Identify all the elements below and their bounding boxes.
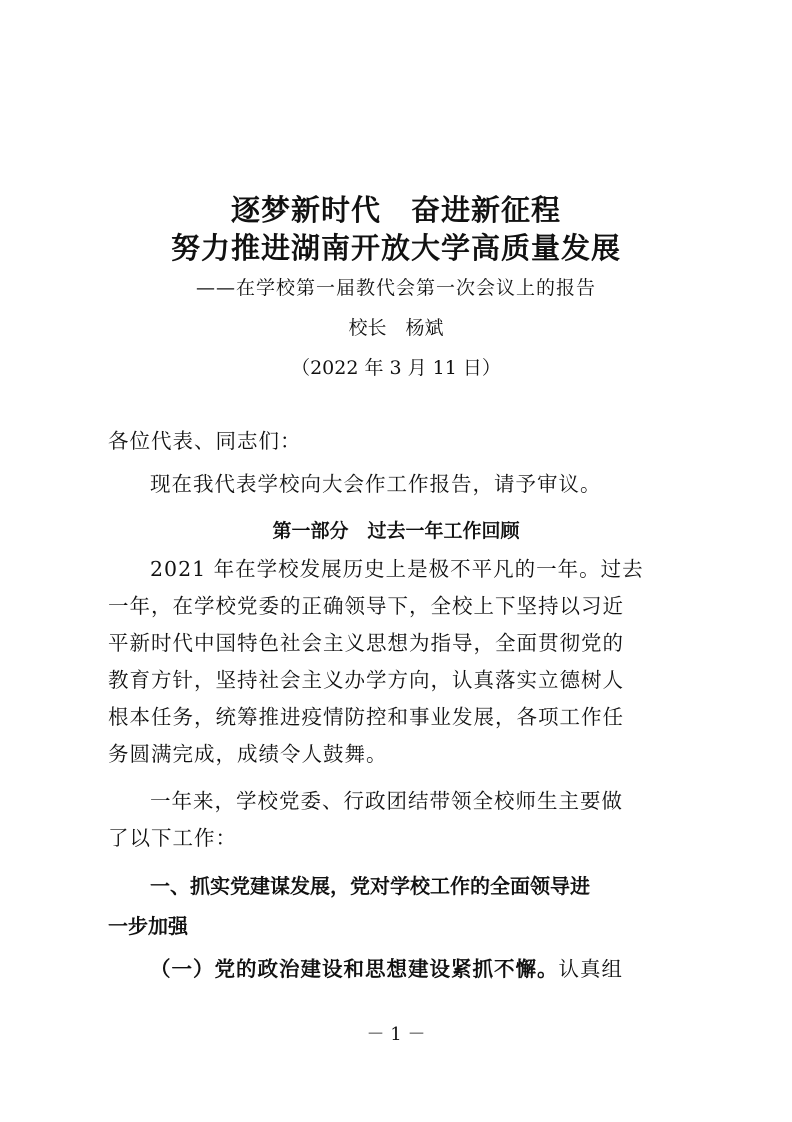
subheading-bold-text: （一）党的政治建设和思想建设紧抓不懈。 [150, 957, 559, 981]
salutation: 各位代表、同志们： [108, 429, 302, 453]
paragraph-line: 一年，在学校党委的正确领导下，全校上下坚持以习近 [108, 594, 624, 618]
subheading-1 [150, 953, 730, 985]
title-line-2: 努力推进湖南开放大学高质量发展 [170, 231, 621, 265]
paragraph-line: 务圆满完成，成绩令人鼓舞。 [108, 742, 388, 766]
paragraph-line: 2021 年在学校发展历史上是极不平凡的一年。过去 [150, 557, 644, 581]
author: 校长 杨斌 [348, 317, 444, 339]
subheading-rest-text: 认真组 [558, 957, 623, 981]
heading-line: 一、抓实党建谋发展，党对学校工作的全面领导进 [150, 874, 590, 898]
subtitle: ——在学校第一届教代会第一次会议上的报告 [195, 277, 596, 299]
section-title: 第一部分 过去一年工作回顾 [272, 520, 520, 542]
intro-paragraph: 现在我代表学校向大会作工作报告，请予审议。 [150, 472, 602, 496]
heading-line: 一步加强 [108, 914, 188, 938]
page-number: － 1 － [366, 1024, 426, 1045]
paragraph-line: 了以下工作： [108, 826, 237, 850]
paragraph-line: 平新时代中国特色社会主义思想为指导，全面贯彻党的 [108, 631, 624, 655]
paragraph-line: 教育方针，坚持社会主义办学方向，认真落实立德树人 [108, 668, 624, 692]
title-line-1: 逐梦新时代 奋进新征程 [230, 193, 561, 227]
paragraph-line: 根本任务，统筹推进疫情防控和事业发展，各项工作任 [108, 705, 624, 729]
paragraph-line: 一年来，学校党委、行政团结带领全校师生主要做 [150, 789, 623, 813]
report-date: （2022 年 3 月 11 日） [291, 357, 501, 379]
